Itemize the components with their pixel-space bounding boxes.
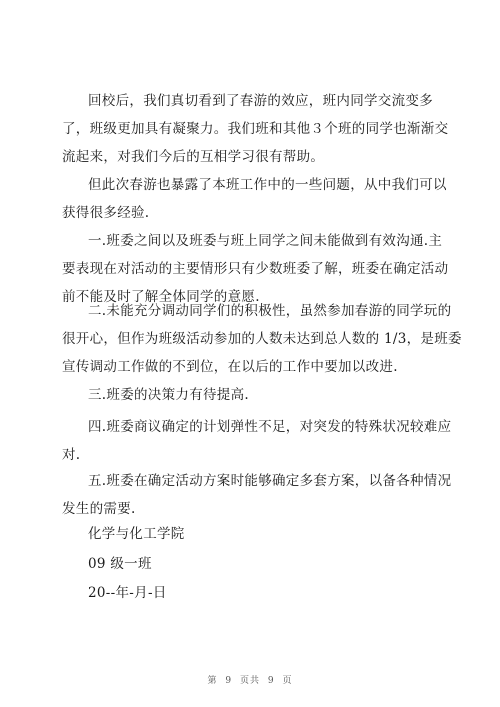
text-line: 前不能及时了解全体同学的意愿. <box>62 289 260 305</box>
footer-total-pages: 9 <box>267 676 275 686</box>
footer-label-page: 第 <box>207 676 218 686</box>
text-line: 四.班委商议确定的计划弹性不足，对突发的特殊状况较难应 <box>88 419 452 435</box>
page-footer <box>0 673 500 686</box>
text-line: 20--年-月-日 <box>88 585 167 601</box>
text-line: 但此次春游也暴露了本班工作中的一些问题，从中我们可以 <box>88 177 447 193</box>
text-line: 09 级一班 <box>88 556 152 572</box>
text-line: 很开心，但作为班级活动参加的人数未达到总人数的 1/3，是班委 <box>62 331 462 347</box>
text-line: 宣传调动工作做的不到位，在以后的工作中要加以改进. <box>62 359 398 375</box>
text-line: 要表现在对活动的主要情形只有少数班委了解，班委在确定活动 <box>62 261 449 277</box>
paragraph-point-two <box>62 297 462 381</box>
text-line: 五.班委在确定活动方案时能够确定多套方案，以备各种情况 <box>88 473 452 489</box>
paragraph-point-three <box>62 381 438 409</box>
signature-class <box>62 550 438 578</box>
paragraph-point-five <box>62 467 452 523</box>
text-line: 一.班委之间以及班委与班上同学之间未能做到有效沟通.主 <box>88 233 443 249</box>
text-line: 流起来，对我们今后的互相学习很有帮助。 <box>62 149 325 165</box>
text-line: 化学与化工学院 <box>88 526 185 542</box>
text-line: 回校后，我们真切看到了春游的效应，班内同学交流变多 <box>88 93 433 109</box>
signature-school <box>62 520 438 548</box>
text-line: 对. <box>62 447 81 463</box>
text-line: 三.班委的决策力有待提高. <box>88 387 249 403</box>
footer-label-of: 页共 <box>239 676 260 686</box>
text-line: 二.未能充分调动同学们的积极性，虽然参加春游的同学玩的 <box>88 303 452 319</box>
text-line: 发生的需要. <box>62 501 136 517</box>
footer-label-end: 页 <box>282 676 293 686</box>
signature-date <box>62 579 438 607</box>
paragraph-point-four <box>62 413 452 469</box>
paragraph-spring-trip-effect <box>62 87 449 171</box>
text-line: 获得很多经验. <box>62 205 150 221</box>
paragraph-problems-intro <box>62 171 447 227</box>
text-line: 了，班级更加具有凝聚力。我们班和其他３个班的同学也渐渐交 <box>62 121 449 137</box>
footer-current-page: 9 <box>225 676 233 686</box>
